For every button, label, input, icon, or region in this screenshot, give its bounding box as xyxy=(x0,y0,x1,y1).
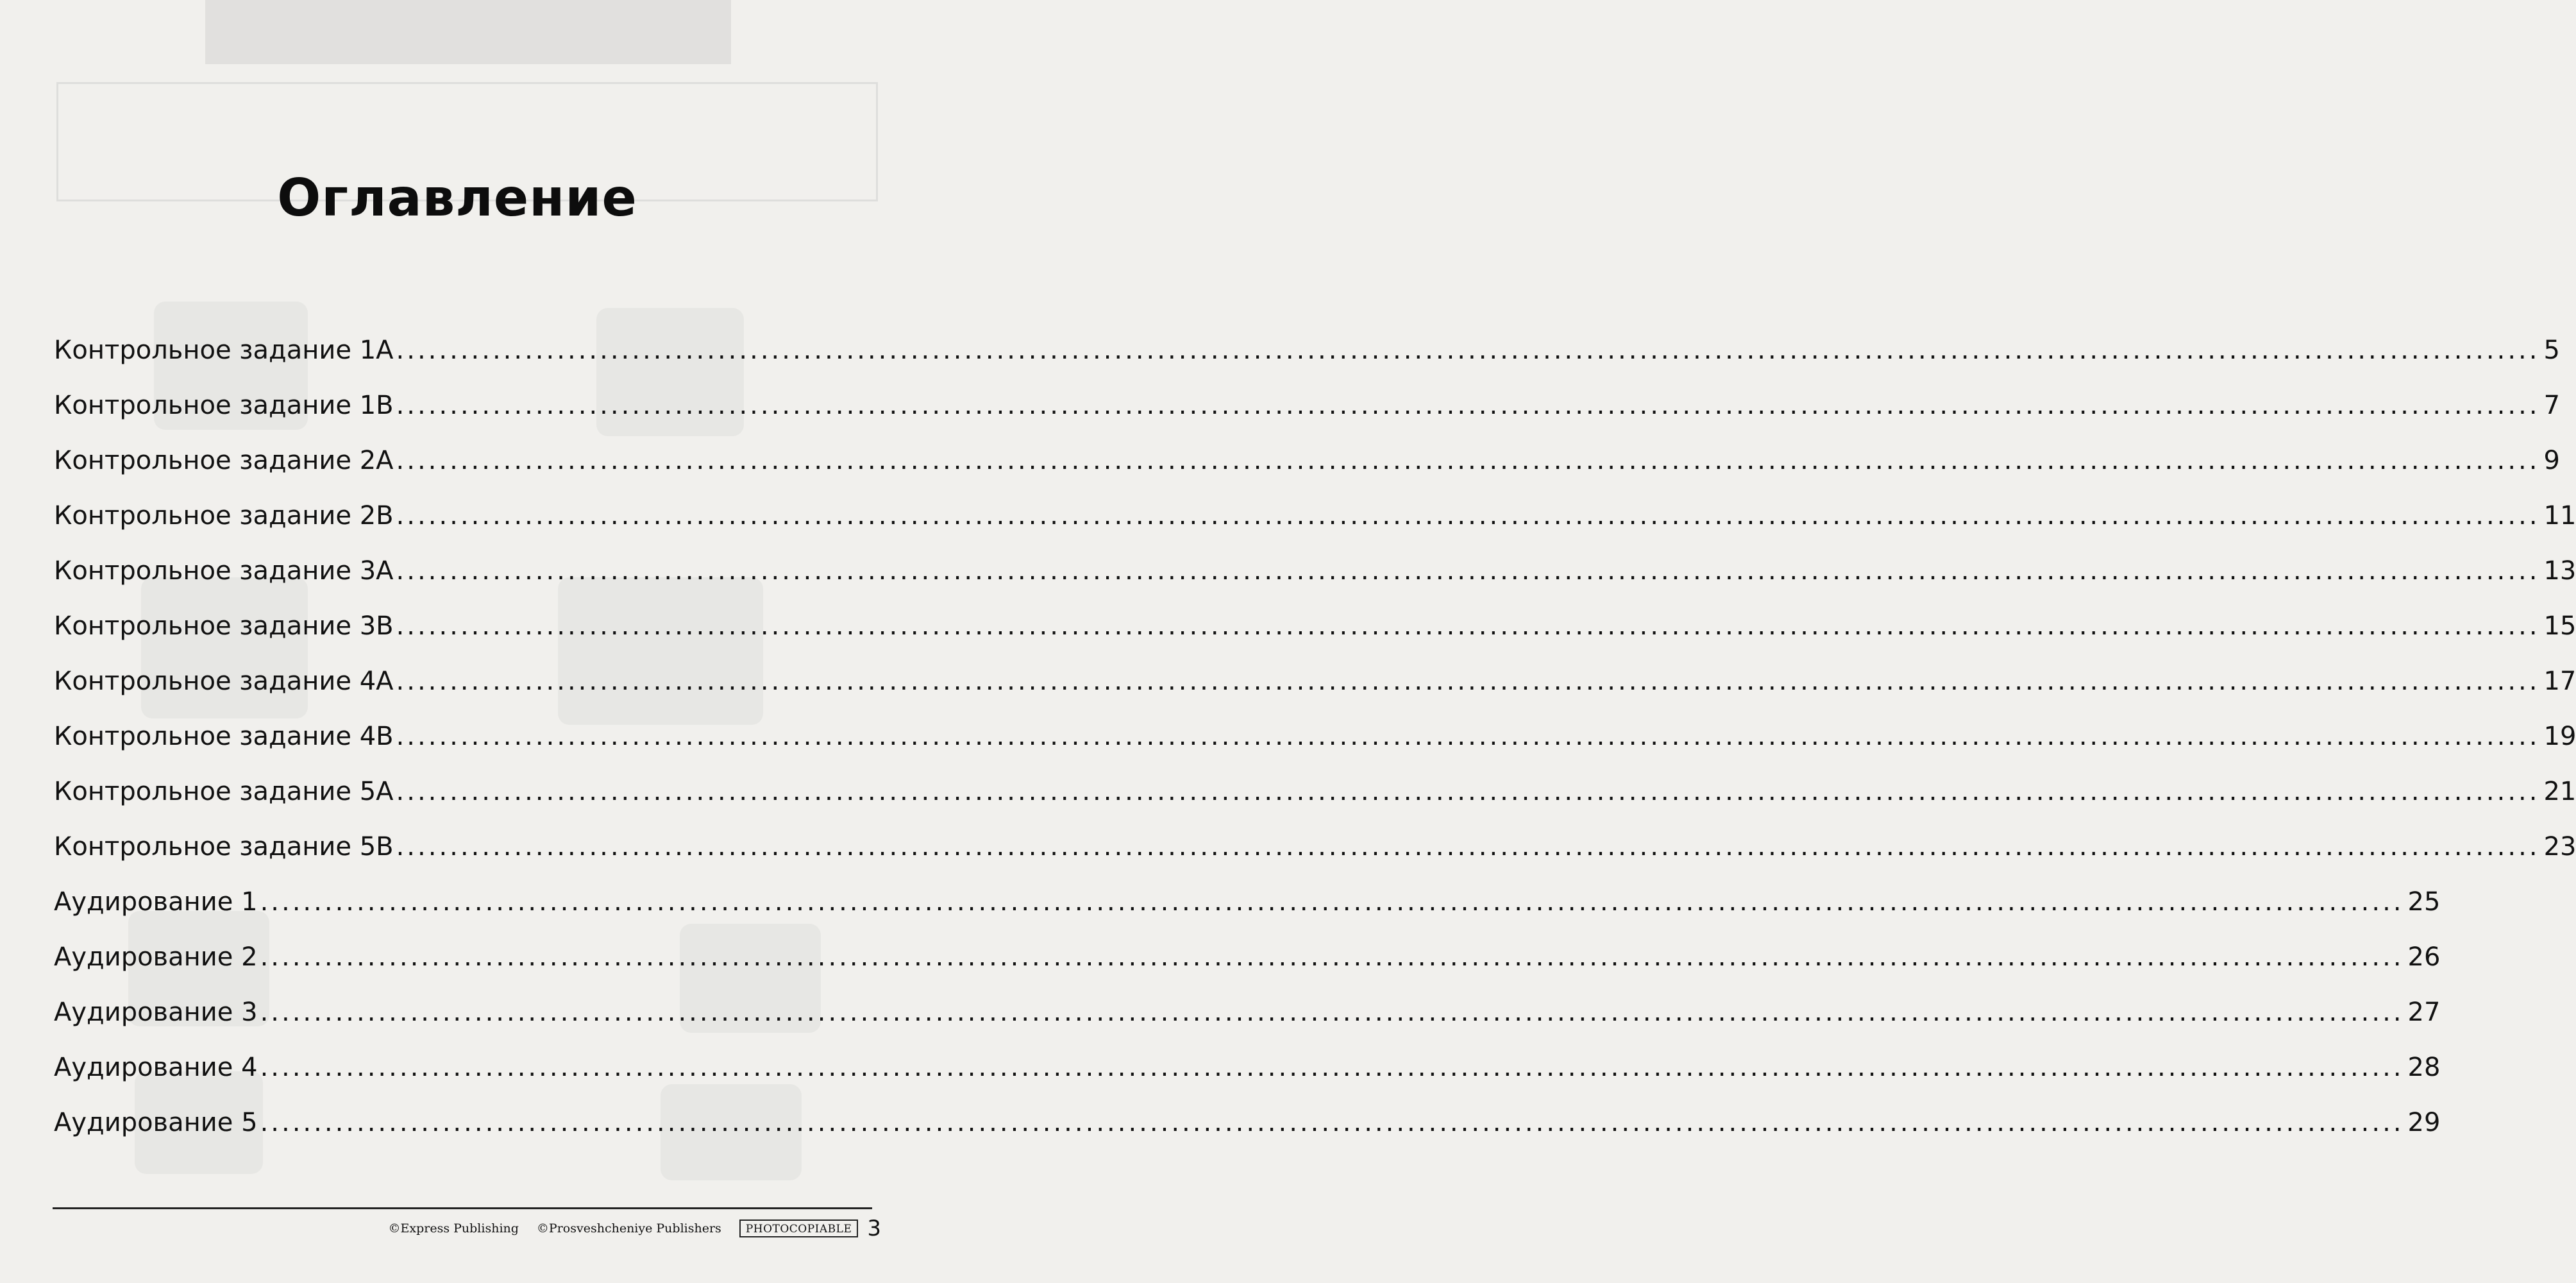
toc-entry-page: 25 xyxy=(2407,887,2441,917)
photocopiable-badge: PHOTOCOPIABLE xyxy=(739,1219,859,1237)
toc-entry-label: Контрольное задание 3A xyxy=(54,556,394,586)
toc-leader-dots: ........................................................................................................................................................................................................ xyxy=(260,1053,2404,1082)
toc-entry-page: 28 xyxy=(2407,1053,2441,1082)
toc-entry-label: Контрольное задание 5A xyxy=(54,777,394,806)
toc-entry[interactable] xyxy=(54,921,2441,976)
toc-entry[interactable] xyxy=(54,314,2560,370)
toc-entry[interactable] xyxy=(54,701,2576,756)
toc-entry[interactable] xyxy=(54,1087,2441,1142)
toc-entry-page: 7 xyxy=(2543,391,2561,420)
toc-leader-dots: ........................................................................................................................................................................................................ xyxy=(396,777,2540,806)
toc-entry[interactable] xyxy=(54,976,2441,1032)
toc-entry[interactable] xyxy=(54,811,2576,866)
toc-entry-page: 5 xyxy=(2543,336,2560,365)
toc-entry-page: 9 xyxy=(2543,446,2560,475)
toc-leader-dots: ........................................................................................................................................................................................................ xyxy=(260,942,2404,972)
page-title: Оглавление xyxy=(277,168,637,228)
toc-entry-page: 15 xyxy=(2543,611,2576,641)
toc-entry[interactable] xyxy=(54,370,2561,425)
toc-leader-dots: ........................................................................................................................................................................................................ xyxy=(396,446,2540,475)
toc-entry-label: Контрольное задание 5B xyxy=(54,832,394,862)
footer xyxy=(389,1216,882,1241)
toc-entry-page: 17 xyxy=(2543,667,2576,696)
toc-entry-label: Контрольное задание 2B xyxy=(54,501,394,531)
toc-entry-page: 29 xyxy=(2407,1108,2441,1137)
footer-rule xyxy=(53,1207,872,1209)
toc-entry-page: 23 xyxy=(2543,832,2576,862)
toc-entry-label: Аудирование 4 xyxy=(54,1053,258,1082)
page-number: 3 xyxy=(867,1216,881,1241)
table-of-contents xyxy=(54,314,2576,1142)
footer-publisher: ©Prosveshcheniye Publishers xyxy=(536,1221,721,1236)
toc-entry[interactable] xyxy=(54,645,2576,701)
toc-entry-page: 26 xyxy=(2407,942,2441,972)
toc-leader-dots: ........................................................................................................................................................................................................ xyxy=(396,391,2540,420)
toc-entry-label: Аудирование 3 xyxy=(54,998,258,1027)
toc-entry[interactable] xyxy=(54,866,2441,921)
toc-entry-page: 21 xyxy=(2543,777,2576,806)
toc-entry-label: Аудирование 1 xyxy=(54,887,258,917)
toc-entry-label: Контрольное задание 1B xyxy=(54,391,394,420)
toc-leader-dots: ........................................................................................................................................................................................................ xyxy=(260,998,2404,1027)
ghost-banner xyxy=(205,0,731,64)
toc-leader-dots: ........................................................................................................................................................................................................ xyxy=(396,832,2540,862)
toc-entry[interactable] xyxy=(54,1032,2441,1087)
toc-entry-label: Контрольное задание 4A xyxy=(54,667,394,696)
toc-entry-page: 11 xyxy=(2543,501,2576,531)
toc-leader-dots: ........................................................................................................................................................................................................ xyxy=(396,722,2540,751)
toc-entry-label: Аудирование 2 xyxy=(54,942,258,972)
toc-leader-dots: ........................................................................................................................................................................................................ xyxy=(260,887,2404,917)
toc-entry-page: 27 xyxy=(2407,998,2441,1027)
toc-entry-page: 19 xyxy=(2543,722,2576,751)
toc-leader-dots: ........................................................................................................................................................................................................ xyxy=(260,1108,2404,1137)
toc-entry-label: Контрольное задание 4B xyxy=(54,722,394,751)
toc-entry-label: Аудирование 5 xyxy=(54,1108,258,1137)
toc-entry[interactable] xyxy=(54,756,2576,811)
toc-leader-dots: ........................................................................................................................................................................................................ xyxy=(396,667,2540,696)
toc-leader-dots: ........................................................................................................................................................................................................ xyxy=(396,611,2540,641)
footer-publisher: ©Express Publishing xyxy=(388,1221,519,1236)
toc-entry[interactable] xyxy=(54,425,2560,480)
toc-entry[interactable] xyxy=(54,590,2576,645)
toc-entry-label: Контрольное задание 3B xyxy=(54,611,394,641)
toc-entry[interactable] xyxy=(54,535,2576,590)
toc-leader-dots: ........................................................................................................................................................................................................ xyxy=(396,336,2540,365)
toc-entry[interactable] xyxy=(54,480,2576,535)
toc-entry-label: Контрольное задание 1A xyxy=(54,336,394,365)
toc-entry-label: Контрольное задание 2A xyxy=(54,446,394,475)
toc-leader-dots: ........................................................................................................................................................................................................ xyxy=(396,556,2540,586)
toc-entry-page: 13 xyxy=(2543,556,2576,586)
toc-leader-dots: ........................................................................................................................................................................................................ xyxy=(396,501,2540,531)
